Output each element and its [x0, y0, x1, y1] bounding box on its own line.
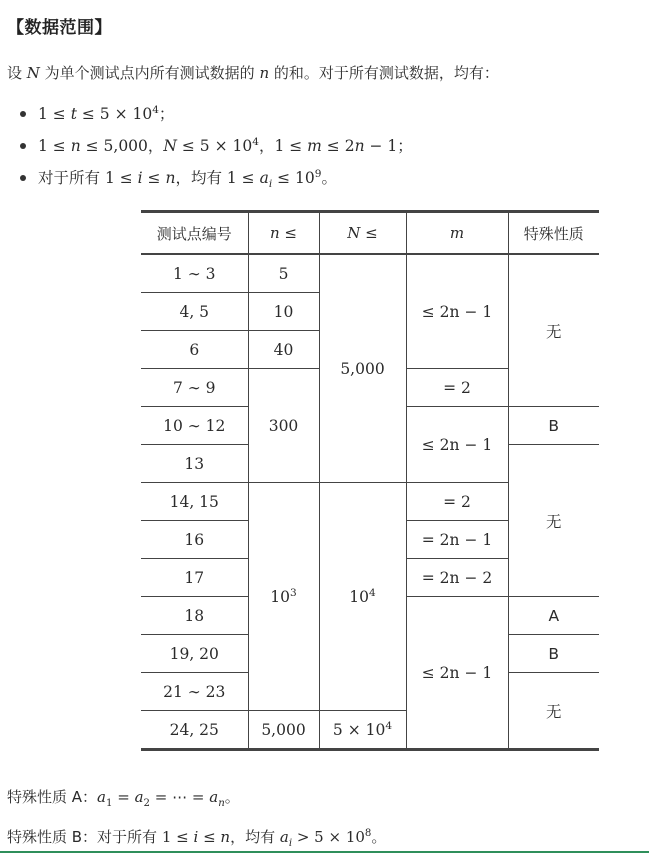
var-n: n: [259, 64, 270, 82]
table-header-row: [141, 212, 599, 255]
var-N: N: [26, 64, 40, 82]
table-row: 1 ∼ 3 5 5,000 ≤ 2n − 1 无: [141, 254, 599, 293]
list-item: $1 \le t \le 5 \times 10^4$；: [0, 98, 413, 130]
bottom-divider: [0, 851, 649, 853]
section-title: 【数据范围】: [7, 18, 112, 38]
list-item: 对于所有 1 ≤ i ≤ n，均有 $1 \le a_i \le 10^9$。: [0, 162, 413, 194]
header-n: n ≤: [248, 212, 319, 255]
constraint-list: [0, 98, 413, 194]
table-row: 10 ∼ 12 ≤ 2n − 1 B: [141, 407, 599, 445]
table-row: 14, 15 $10^3$ $10^4$ = 2: [141, 483, 599, 521]
data-range-table: [141, 210, 599, 751]
table-row: 24, 25 5,000 $5 \times 10^4$: [141, 711, 599, 750]
table-row: 19, 20 B: [141, 635, 599, 673]
table-row: 17 = 2n − 2: [141, 559, 599, 597]
table-row: 16 = 2n − 1: [141, 521, 599, 559]
table-row: 21 ∼ 23 无: [141, 673, 599, 711]
table-row: 18 ≤ 2n − 1 A: [141, 597, 599, 635]
table-row: 6 40: [141, 331, 599, 369]
header-property: 特殊性质: [508, 212, 599, 255]
footnote-property-a: 特殊性质 A：$a_1 = a_2$ = ⋯ = $a_n$。: [7, 788, 240, 809]
header-m: m: [406, 212, 508, 255]
table-row: 4, 5 10: [141, 293, 599, 331]
table-row: 13 无: [141, 445, 599, 483]
header-N: N ≤: [319, 212, 406, 255]
list-item: 1 ≤ n ≤ 5,000，$N \le 5 \times 10^4$，1 ≤ m ≤ 2n − 1；: [0, 130, 413, 162]
footnote-property-b: 特殊性质 B：对于所有 1 ≤ i ≤ n，均有 $a_i > 5 \times 10^8$。: [7, 828, 387, 849]
table-row: 7 ∼ 9 300 = 2: [141, 369, 599, 407]
intro-text: 设 N 为单个测试点内所有测试数据的 n 的和。对于所有测试数据，均有：: [7, 64, 499, 82]
header-test-id: 测试点编号: [141, 212, 248, 255]
